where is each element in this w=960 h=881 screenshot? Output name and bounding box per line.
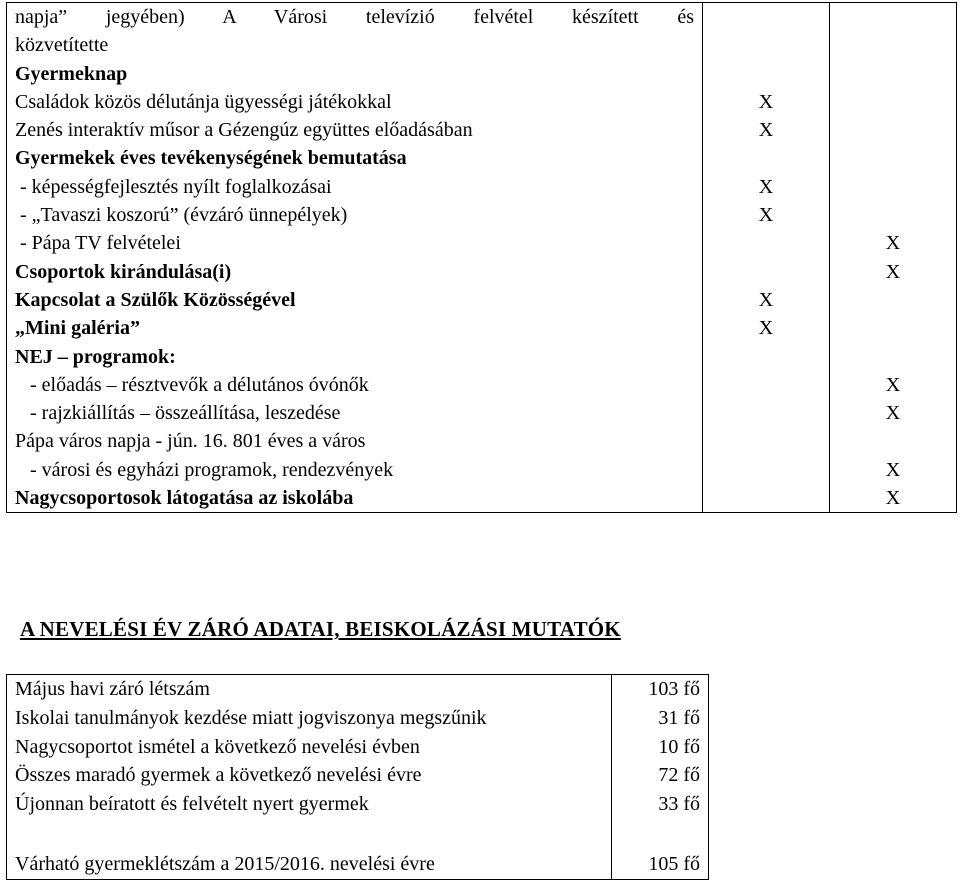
activity-row-text: NEJ – programok: [15,345,176,368]
activity-mark-1: X [758,204,774,227]
stats-value-column [612,675,709,880]
activity-row-text: - képességfejlesztés nyílt foglalkozásai [15,175,332,198]
activity-mark-2 [830,427,956,455]
stat-value-final: 105 fő [648,852,700,875]
activity-row-text: Csoportok kirándulása(i) [15,260,232,283]
activity-mark-1 [703,399,829,427]
activity-mark-2 [830,201,956,229]
stat-value: 103 fő [648,678,700,700]
activity-row-text: Zenés interaktív műsor a Gézengúz együttes előadásában [15,119,473,142]
activity-row-text: - „Tavaszi koszorú” (évzáró ünnepélyek) [15,204,348,227]
activity-row-text: Gyermeknap [15,62,128,85]
activity-mark-1: X [758,288,774,311]
stat-label: Iskolai tanulmányok kezdése miatt jogviszonya megszűnik [15,706,487,729]
activities-mark-column-1 [703,3,830,513]
activity-row-text: Pápa város napja - jún. 16. 801 éves a város [15,430,366,453]
activity-row-text: napja” jegyében) A Városi televízió felvétel készített és [15,6,694,28]
activity-row-text: Családok közös délutánja ügyességi játékokkal [15,90,392,113]
activity-mark-1 [703,229,829,257]
activity-mark-2: X [885,373,901,396]
stat-value: 31 fő [658,706,700,729]
activity-mark-1 [703,456,829,484]
activity-mark-2: X [885,458,901,481]
activity-mark-2: X [885,260,901,283]
activity-mark-1 [703,144,829,172]
stats-label-column [7,675,612,880]
stat-value: 72 fő [658,764,700,787]
activity-mark-2 [830,343,956,371]
activity-mark-2 [830,173,956,201]
activity-mark-2: X [885,487,901,510]
activity-mark-2 [830,31,956,59]
activity-row-text: Gyermekek éves tevékenységének bemutatása [15,147,407,170]
activity-row-text: Nagycsoportosok látogatása az iskolába [15,487,354,510]
activity-mark-1: X [758,119,774,142]
activity-mark-1 [703,3,829,31]
activity-mark-1: X [758,175,774,198]
stat-value: 33 fő [658,793,700,816]
stat-label-final: Várható gyermeklétszám a 2015/2016. nevelési évre [15,852,435,875]
activity-mark-1: X [758,90,774,113]
stat-label: Május havi záró létszám [15,678,210,700]
activity-row-text: - rajzkiállítás – összeállítása, leszedése [15,402,341,425]
activities-text-column [7,3,703,513]
activity-mark-1 [703,427,829,455]
activity-mark-1 [703,343,829,371]
activity-mark-2: X [885,232,901,255]
activities-mark-column-2 [830,3,957,513]
activity-mark-1 [703,60,829,88]
activity-mark-2 [830,88,956,116]
stat-label: Újonnan beíratott és felvételt nyert gyermek [15,793,369,816]
activity-mark-1 [703,484,829,512]
activity-mark-1 [703,258,829,286]
stat-value: 10 fő [658,735,700,758]
stats-table [6,674,709,880]
activity-row-text: - Pápa TV felvételei [15,232,181,255]
activity-row-text: közvetítette [15,34,109,57]
activity-row-text: Kapcsolat a Szülők Közösségével [15,288,296,311]
activity-mark-1 [703,31,829,59]
activity-mark-1: X [758,317,774,340]
activity-mark-2 [830,60,956,88]
activity-mark-1 [703,371,829,399]
activity-row-text: - városi és egyházi programok, rendezvények [15,458,394,481]
activity-row-text: „Mini galéria” [15,317,140,340]
stat-label: Nagycsoportot ismétel a következő nevelési évben [15,735,420,758]
activity-mark-2 [830,314,956,342]
activity-mark-2 [830,116,956,144]
activity-mark-2 [830,286,956,314]
activity-mark-2 [830,144,956,172]
stat-label: Összes maradó gyermek a következő nevelési évre [15,764,422,787]
activity-mark-2: X [885,402,901,425]
activity-mark-2 [830,3,956,31]
activities-table [6,2,957,513]
activity-row-text: - előadás – résztvevők a délutános óvónők [15,373,369,396]
section-heading: A NEVELÉSI ÉV ZÁRÓ ADATAI, BEISKOLÁZÁSI MUTATÓK [20,617,621,641]
